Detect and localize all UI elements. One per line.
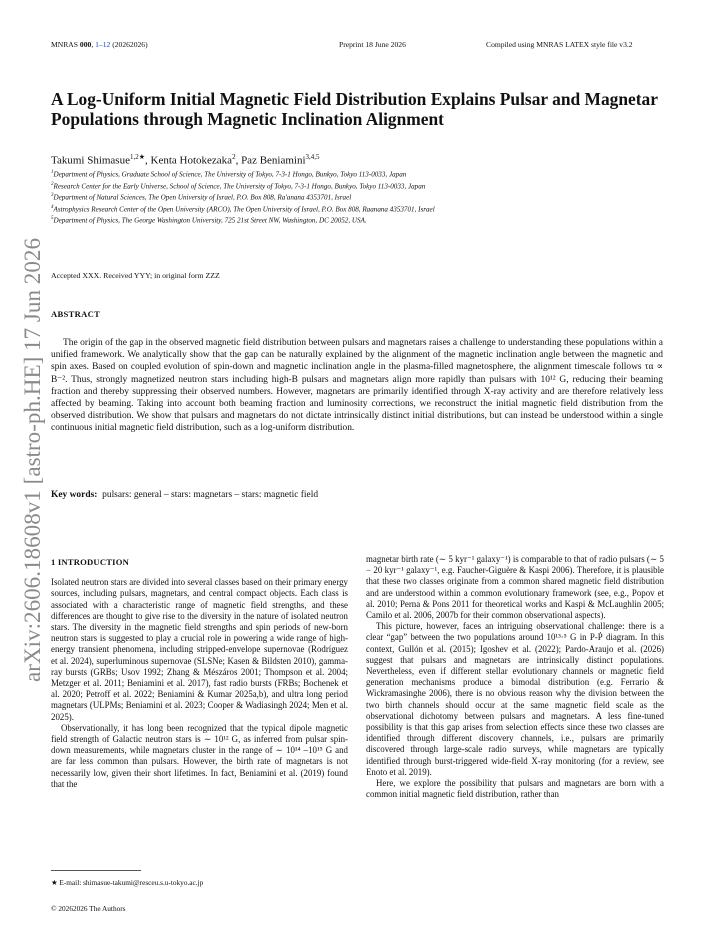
author-name: Paz Beniamini (241, 154, 306, 167)
abstract-heading: ABSTRACT (51, 309, 101, 319)
author-list: Takumi Shimasue$^{1,2★}$, Kenta Hotokezaka$^2$, Paz Beniamini$^{3,4,5}$ (51, 153, 320, 167)
affiliation: $^2$Research Center for the Early Universe, School of Science, The University of Tokyo, 7-3-1 Hongo, Bunkyo, Tokyo 113-0033, Japan (51, 181, 426, 190)
compiled-note: Compiled using MNRAS LATEX style file v3.2 (486, 40, 633, 49)
section-heading: 1 INTRODUCTION (51, 557, 130, 567)
affiliation: $^3$Department of Natural Sciences, The Open University of Israel, P.O. Box 808, Ra'anana 4353701, Israel (51, 193, 352, 202)
affiliation: $^1$Department of Physics, Graduate School of Science, The University of Tokyo, 7-3-1 Hongo, Bunkyo, Tokyo 113-0033, Japan (51, 170, 407, 179)
arxiv-stamp (8, 236, 52, 684)
paragraph: Here, we explore the possibility that pulsars and magnetars are born with a common initial magnetic field distribution, rather than (366, 778, 664, 800)
arxiv-stamp-text: arXiv:2606.18608v1 [astro-ph.HE] 17 Jun 2026 (20, 236, 46, 682)
affiliation: $^4$Astrophysics Research Center of the Open University (ARCO), The Open University of Israel, P.O. Box 808, Raanana 4353701, Israel (51, 204, 435, 214)
author-name: Kenta Hotokezaka (150, 154, 233, 167)
affiliation: $^5$Department of Physics, The George Washington University, 725 21st Street NW, Washington, DC 20052, USA. (51, 216, 367, 225)
author-affil-mark: 3,4,5 (305, 153, 320, 161)
preprint-date: Preprint 18 June 2026 (339, 40, 406, 49)
received-accepted-line: Accepted XXX. Received YYY; in original form ZZZ (51, 271, 220, 280)
footnote-rule (51, 870, 141, 871)
affiliation-list (51, 168, 671, 226)
volume: 000 (79, 40, 92, 49)
right-column (366, 554, 664, 800)
paragraph: Isolated neutron stars are divided into several classes based on their primary energy sources, including pulsars, magnetars, and central compact objects. Each class is associated with a characteristic range of magnetic field strengths, and these differences are thought to give rise to the diversity in the nature of isolated neutron stars. The diversity in the magnetic field strengths and spin periods of new-born neutron stars is suggested to play a crucial role in powering a wide range of high-energy transient phenomena, including stripped-envelope supernovae (Rodríguez et al. 2024), superluminous supernovae (SLSNe; Kasen & Bildsten 2010), gamma-ray bursts (GRBs; Usov 1992; Zhang & Mészáros 2001; Thompson et al. 2004; Metzger et al. 2011; Beniamini et al. 2017), fast radio bursts (FRBs; Bochenek et al. 2020; Petroff et al. 2022; Beniamini & Kumar 2025a,b), and ultra long period magnetars (ULPMs; Beniamini et al. 2023; Cooper & Wadiasingh 2024; Men et al. 2025). (51, 577, 348, 722)
keywords-label: Key words: (51, 490, 98, 500)
paragraph: Observationally, it has long been recognized that the typical dipole magnetic field strength of Galactic neutron stars is ∼ 10¹² G, as inferred from pulsar spin-down measurements, while magnetars cluster in the range of ∼ 10¹⁴ –10¹⁵ G and are far less common than pulsars. However, the birth rate of magnetars is not necessarily low, given their short lifetimes. In fact, Beniamini et al. (2019) found that the (51, 722, 348, 789)
footnote-email: ★ E-mail: shimasue-takumi@resceu.s.u-tokyo.ac.jp (51, 878, 204, 887)
keywords-text: pulsars: general – stars: magnetars – stars: magnetic field (102, 490, 319, 500)
copyright-line: © 20262026 The Authors (51, 904, 126, 913)
running-header-left: MNRAS 000, 1–12 (20262026) (51, 40, 148, 49)
paper-title: A Log-Uniform Initial Magnetic Field Distribution Explains Pulsar and Magnetar Populations through Magnetic Inclination Alignment (51, 89, 658, 129)
abstract-text: The origin of the gap in the observed magnetic field distribution between pulsars and magnetars raises a challenge to understanding these populations within a unified framework. We analytically show that the gap can be naturally explained by the alignment of the magnetic inclination angle between the magnetic and spin axes. Based on coupled evolution of spin-down and magnetic inclination angle in the plasma-filled magnetosphere, the alignment timescale follows τα ∝ B⁻². Thus, strongly magnetized neutron stars including high-B pulsars and magnetars align more rapidly than pulsars with 10¹² G, reducing their beaming fraction and thereby suppressing their observed numbers. However, magnetars are primarily identified through X-ray activity and are therefore relatively less affected by beaming. Taking into account both beaming fraction and luminosity corrections, we reconstruct the initial magnetic field distribution from the observed distribution. We show that pulsars and magnetars do not dictate intrinsically distinct initial distributions, but can instead be understood within a single continuous initial magnetic field distribution, such as a log-uniform distribution. (51, 338, 663, 434)
author-affil-mark: 2 (232, 153, 236, 161)
paragraph: This picture, however, faces an intriguing observational challenge: there is a clear “gap” between the two populations around 10¹³·⁵ G in P-Ṗ diagram. In this context, Gullón et al. (2015); Igoshev et al. (2022); Pardo-Araujo et al. (2026) suggest that pulsars and magnetars are intrinsically distinct populations. Nevertheless, even if different stellar evolutionary channels or magnetic field generation mechanisms produce a bimodal distribution (e.g. Ferrario & Wickramasinghe 2006), there is no obvious reason why the division between the two birth channels should occur at the same magnetic field scale as the observational dichotomy between pulsars and magnetars. A less fine-tuned possibility is that this gap arises from selection effects since these two classes are identified through different discovery channels, i.e., pulsars are primarily discovered through large-scale radio surveys, while magnetars are typically identified through burst-triggered wide-field X-ray monitoring (for a review, see Enoto et al. 2019). (366, 621, 664, 777)
page-range-link[interactable]: 1–12 (95, 40, 111, 49)
author-name: Takumi Shimasue (51, 154, 130, 167)
paragraph: magnetar birth rate (∼ 5 kyr⁻¹ galaxy⁻¹) is comparable to that of radio pulsars (∼ 5 − 20 kyr⁻¹ galaxy⁻¹, e.g. Faucher-Giguère & Kaspi 2006). Therefore, it is plausible that these two classes originate from a common shared magnetic field distribution and are understood within a common evolutionary framework (see, e.g., Popov et al. 2010; Perna & Pons 2011 for theoretical works and Kaspi & McLaughlin 2005; Camilo et al. 2006, 2007b for their common observational aspects). (366, 554, 664, 621)
keywords-line (51, 490, 318, 500)
left-column (51, 557, 348, 790)
author-affil-mark: 1,2★ (129, 153, 146, 161)
